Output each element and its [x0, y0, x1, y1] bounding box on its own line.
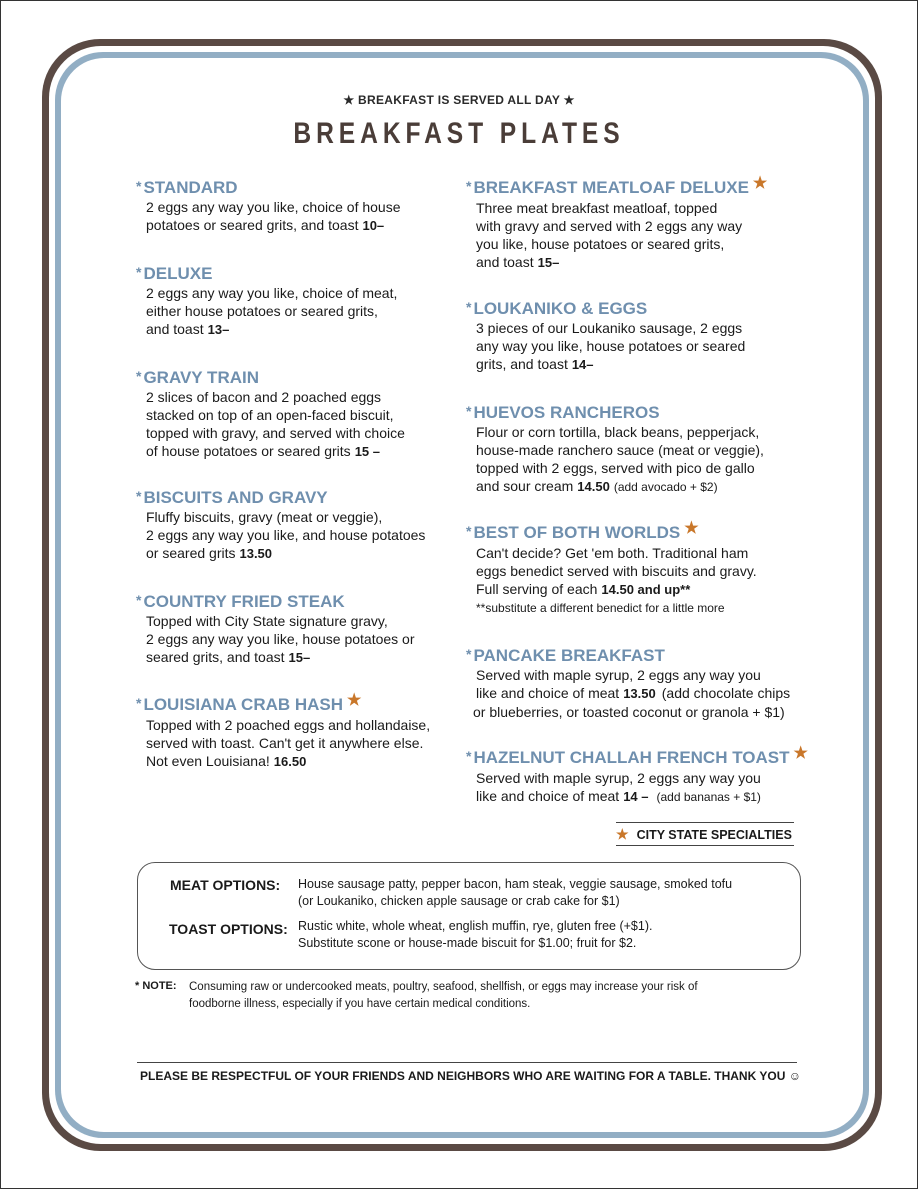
item-description: with gravy and served with 2 eggs any way	[476, 218, 743, 234]
item-description: served with toast. Can't get it anywhere else.	[146, 735, 424, 751]
menu-item-loukaniko-and-eggs	[466, 299, 745, 374]
item-name: HUEVOS RANCHEROS	[473, 403, 660, 422]
item-description: eggs benedict served with biscuits and gravy.	[476, 563, 757, 579]
asterisk-icon: *	[466, 748, 472, 764]
asterisk-icon: *	[136, 264, 142, 280]
asterisk-icon: *	[136, 695, 142, 711]
item-description: topped with 2 eggs, served with pico de gallo	[476, 460, 755, 476]
specialty-star-icon: ★	[347, 692, 362, 709]
note-line: foodborne illness, especially if you have certain medical conditions.	[189, 998, 531, 1010]
item-description: either house potatoes or seared grits,	[146, 303, 378, 319]
served-all-day-tagline: ★ BREAKFAST IS SERVED ALL DAY ★	[343, 93, 575, 107]
item-description: Full serving of each	[476, 581, 598, 597]
toast-options-text	[298, 918, 652, 952]
item-name: BISCUITS AND GRAVY	[143, 488, 328, 507]
item-price: 14 –	[623, 789, 649, 804]
meat-options-label: MEAT OPTIONS:	[170, 877, 281, 893]
item-description: house-made ranchero sauce (meat or veggie),	[476, 442, 764, 458]
item-add-on: (add bananas + $1)	[656, 790, 761, 804]
item-name: STANDARD	[143, 178, 238, 197]
item-description: 2 eggs any way you like, and house potatoes	[146, 527, 426, 543]
item-add-on: or blueberries, or toasted coconut or granola + $1)	[473, 704, 785, 720]
asterisk-icon: *	[466, 178, 472, 194]
item-description: seared grits, and toast	[146, 649, 285, 665]
item-price: 13–	[207, 322, 230, 337]
menu-item-standard	[136, 178, 401, 235]
item-price: 14.50 and up**	[601, 582, 691, 597]
item-description: Can't decide? Get 'em both. Traditional ham	[476, 545, 749, 561]
item-description: any way you like, house potatoes or seared	[476, 338, 746, 354]
menu-item-gravy-train	[136, 368, 405, 461]
menu-item-biscuits-and-gravy	[136, 488, 425, 563]
item-price: 10–	[362, 218, 385, 233]
menu-item-best-of-both-worlds	[466, 520, 757, 617]
menu-item-huevos-rancheros	[466, 403, 764, 496]
note-line: Consuming raw or undercooked meats, poultry, seafood, shellfish, or eggs may increase your risk of	[189, 981, 698, 993]
item-price: 14–	[571, 357, 594, 372]
item-description: Not even Louisiana!	[146, 753, 270, 769]
note-text	[189, 979, 698, 1013]
meat-options-line: (or Loukaniko, chicken apple sausage or crab cake for $1)	[298, 894, 620, 908]
footer-message: PLEASE BE RESPECTFUL OF YOUR FRIENDS AND NEIGHBORS WHO ARE WAITING FOR A TABLE. THANK YOU ☺	[140, 1069, 801, 1083]
menu-item-country-fried-steak	[136, 592, 415, 667]
item-price: 13.50	[239, 546, 273, 561]
item-price: 13.50	[623, 686, 656, 701]
asterisk-icon: *	[136, 368, 142, 384]
asterisk-icon: *	[466, 523, 472, 539]
toast-options-label: TOAST OPTIONS:	[169, 921, 288, 937]
meat-options-text	[298, 876, 732, 910]
item-description: like and choice of meat	[476, 788, 620, 804]
item-description: 2 eggs any way you like, choice of house	[146, 199, 401, 215]
item-description: topped with gravy, and served with choice	[146, 425, 405, 441]
item-name: COUNTRY FRIED STEAK	[143, 592, 345, 611]
item-price: 14.50	[577, 479, 610, 494]
item-add-on: (add chocolate chips	[661, 685, 791, 701]
specialty-star-icon: ★	[684, 520, 699, 537]
specialty-star-icon: ★	[793, 745, 808, 762]
specialty-star-icon: ★	[752, 175, 768, 192]
asterisk-icon: *	[466, 646, 472, 662]
item-description: 2 slices of bacon and 2 poached eggs	[146, 389, 382, 405]
asterisk-icon: *	[136, 178, 142, 194]
menu-item-breakfast-meatloaf-deluxe	[466, 175, 768, 272]
item-description: and sour cream	[476, 478, 574, 494]
toast-options-line: Substitute scone or house-made biscuit for $1.00; fruit for $2.	[298, 936, 637, 950]
item-name: PANCAKE BREAKFAST	[473, 646, 665, 665]
item-description: grits, and toast	[476, 356, 568, 372]
item-description: you like, house potatoes or seared grits,	[476, 236, 725, 252]
item-name: DELUXE	[143, 264, 213, 283]
item-price: 15–	[288, 650, 311, 665]
item-description: Three meat breakfast meatloaf, topped	[476, 200, 718, 216]
item-name: LOUISIANA CRAB HASH	[143, 695, 344, 714]
item-description: Served with maple syrup, 2 eggs any way you	[476, 770, 761, 786]
item-description: Topped with 2 poached eggs and hollandaise,	[146, 717, 431, 733]
item-description: Topped with City State signature gravy,	[146, 613, 388, 629]
item-description: Fluffy biscuits, gravy (meat or veggie),	[146, 509, 383, 525]
meat-options-line: House sausage patty, pepper bacon, ham steak, veggie sausage, smoked tofu	[298, 877, 733, 891]
specialties-legend	[616, 822, 794, 846]
note-label: * NOTE:	[135, 980, 177, 992]
footer-divider	[137, 1062, 797, 1063]
item-add-on: (add avocado + $2)	[613, 480, 718, 494]
item-description: 3 pieces of our Loukaniko sausage, 2 eggs	[476, 320, 743, 336]
menu-item-hazelnut-challah-french-toast	[466, 745, 808, 806]
asterisk-icon: *	[136, 592, 142, 608]
specialties-label: CITY STATE SPECIALTIES	[636, 828, 792, 842]
item-name: GRAVY TRAIN	[143, 368, 259, 387]
item-name: BREAKFAST MEATLOAF DELUXE	[473, 178, 749, 197]
item-name: HAZELNUT CHALLAH FRENCH TOAST	[473, 748, 790, 767]
item-description: and toast	[476, 254, 534, 270]
item-description: 2 eggs any way you like, choice of meat,	[146, 285, 398, 301]
item-price: 15–	[537, 255, 560, 270]
menu-item-louisiana-crab-hash	[136, 692, 431, 771]
item-description: Flour or corn tortilla, black beans, pepperjack,	[476, 424, 760, 440]
item-description: and toast	[146, 321, 204, 337]
item-footnote: **substitute a different benedict for a little more	[476, 601, 725, 615]
item-description: stacked on top of an open-faced biscuit,	[146, 407, 394, 423]
item-price: 15 –	[354, 444, 380, 459]
item-description: or seared grits	[146, 545, 236, 561]
item-name: LOUKANIKO & EGGS	[473, 299, 648, 318]
asterisk-icon: *	[136, 488, 142, 504]
item-price: 16.50	[273, 754, 307, 769]
item-description: 2 eggs any way you like, house potatoes or	[146, 631, 415, 647]
item-description: like and choice of meat	[476, 685, 620, 701]
toast-options-line: Rustic white, whole wheat, english muffin, rye, gluten free (+$1).	[298, 919, 653, 933]
asterisk-icon: *	[466, 403, 472, 419]
item-description: potatoes or seared grits, and toast	[146, 217, 359, 233]
asterisk-icon: *	[466, 299, 472, 315]
menu-item-pancake-breakfast	[466, 646, 790, 721]
page-title: BREAKFAST PLATES	[293, 117, 625, 150]
item-description: of house potatoes or seared grits	[146, 443, 351, 459]
item-name: BEST OF BOTH WORLDS	[473, 523, 681, 542]
specialty-star-icon: ★	[616, 826, 629, 842]
menu-item-deluxe	[136, 264, 397, 339]
item-description: Served with maple syrup, 2 eggs any way you	[476, 667, 761, 683]
